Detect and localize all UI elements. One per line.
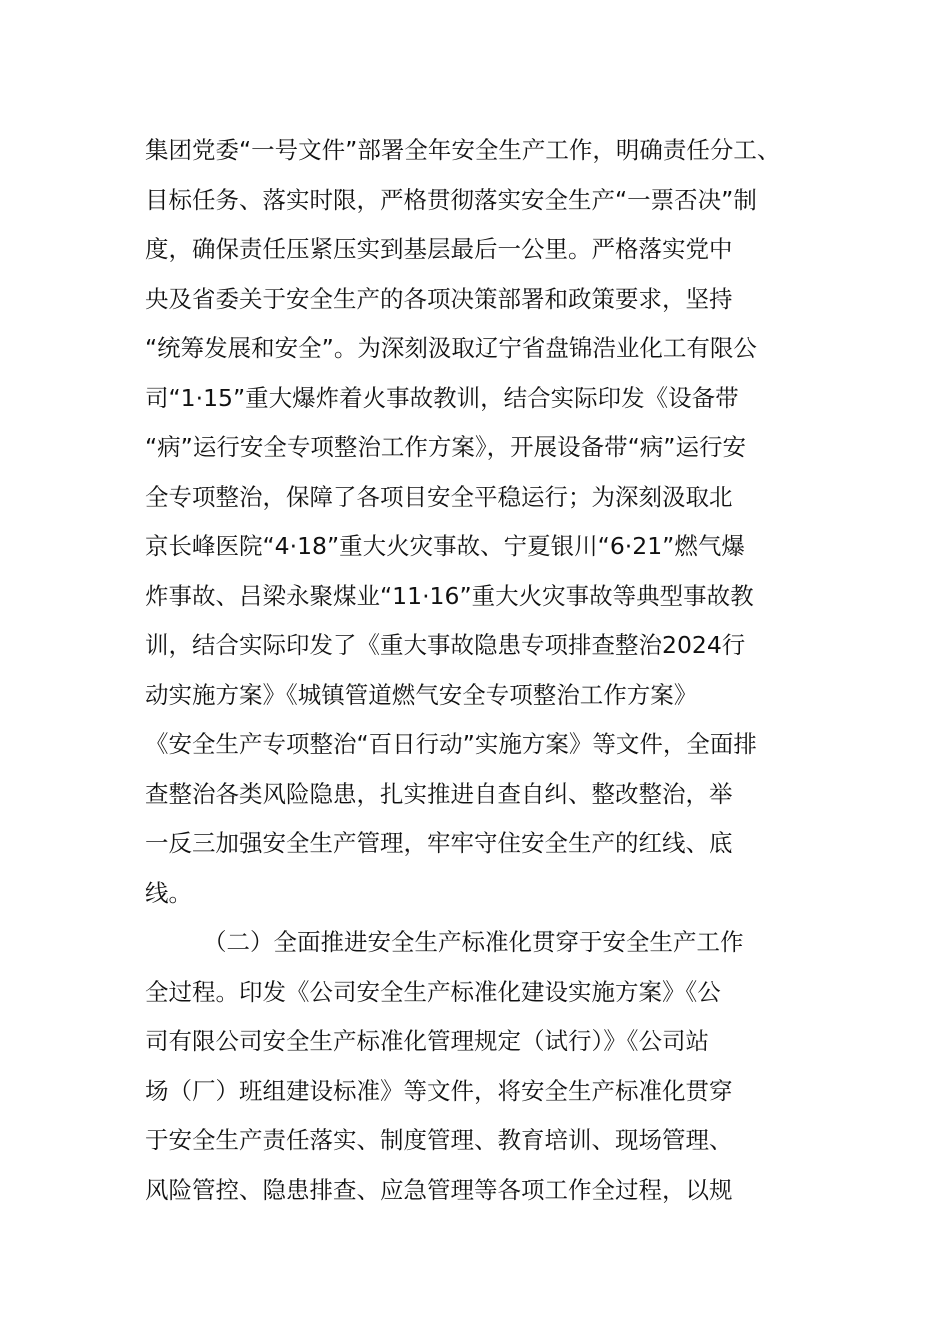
text-line-2: 目标任务、落实时限，严格贯彻落实安全生产“一票否决”制 (145, 185, 757, 214)
text-line-13: 《安全生产专项整治“百日行动”实施方案》等文件，全面排 (145, 730, 757, 758)
text-line-4: 央及省委关于安全生产的各项决策部署和政策要求，坚持 (145, 284, 733, 313)
text-line-3: 度，确保责任压紧压实到基层最后一公里。严格落实党中 (145, 235, 733, 263)
text-line-22: 风险管控、隐患排查、应急管理等各项工作全过程，以规 (145, 1175, 733, 1204)
text-line-20: 场（厂）班组建设标准》等文件，将安全生产标准化贯穿 (145, 1076, 733, 1105)
section-heading-line: （二）全面推进安全生产标准化贯穿于安全生产工作 (203, 928, 744, 956)
text-line-21: 于安全生产责任落实、制度管理、教育培训、现场管理、 (145, 1126, 733, 1154)
body-text (145, 126, 815, 1215)
text-line-11: 训，结合实际印发了《重大事故隐患专项排查整治2024行 (145, 631, 746, 659)
text-line-19: 司有限公司安全生产标准化管理规定（试行）》《公司站 (145, 1027, 709, 1055)
text-line-1: 集团党委“一号文件”部署全年安全生产工作，明确责任分工、 (145, 136, 781, 164)
text-line-7: “病”运行安全专项整治工作方案》，开展设备带“病”运行安 (145, 433, 746, 461)
text-line-12: 动实施方案》《城镇管道燃气安全专项整治工作方案》 (145, 680, 698, 709)
text-line-18: 全过程。印发《公司安全生产标准化建设实施方案》《公 (145, 977, 721, 1006)
text-line-8: 全专项整治，保障了各项目安全平稳运行；为深刻汲取北 (145, 482, 733, 511)
text-line-14: 查整治各类风险隐患，扎实推进自查自纠、整改整治，举 (145, 779, 733, 808)
text-line-6: 司“1·15”重大爆炸着火事故教训，结合实际印发《设备带 (145, 383, 739, 412)
text-line-9: 京长峰医院“4·18”重大火灾事故、宁夏银川“6·21”燃气爆 (145, 532, 745, 560)
text-line-5: “统筹发展和安全”。为深刻汲取辽宁省盘锦浩业化工有限公 (145, 334, 757, 362)
text-line-16: 线。 (145, 878, 192, 907)
text-line-10: 炸事故、吕梁永聚煤业“11·16”重大火灾事故等典型事故教 (145, 581, 754, 610)
text-line-15: 一反三加强安全生产管理，牢牢守住安全生产的红线、底 (145, 829, 733, 857)
